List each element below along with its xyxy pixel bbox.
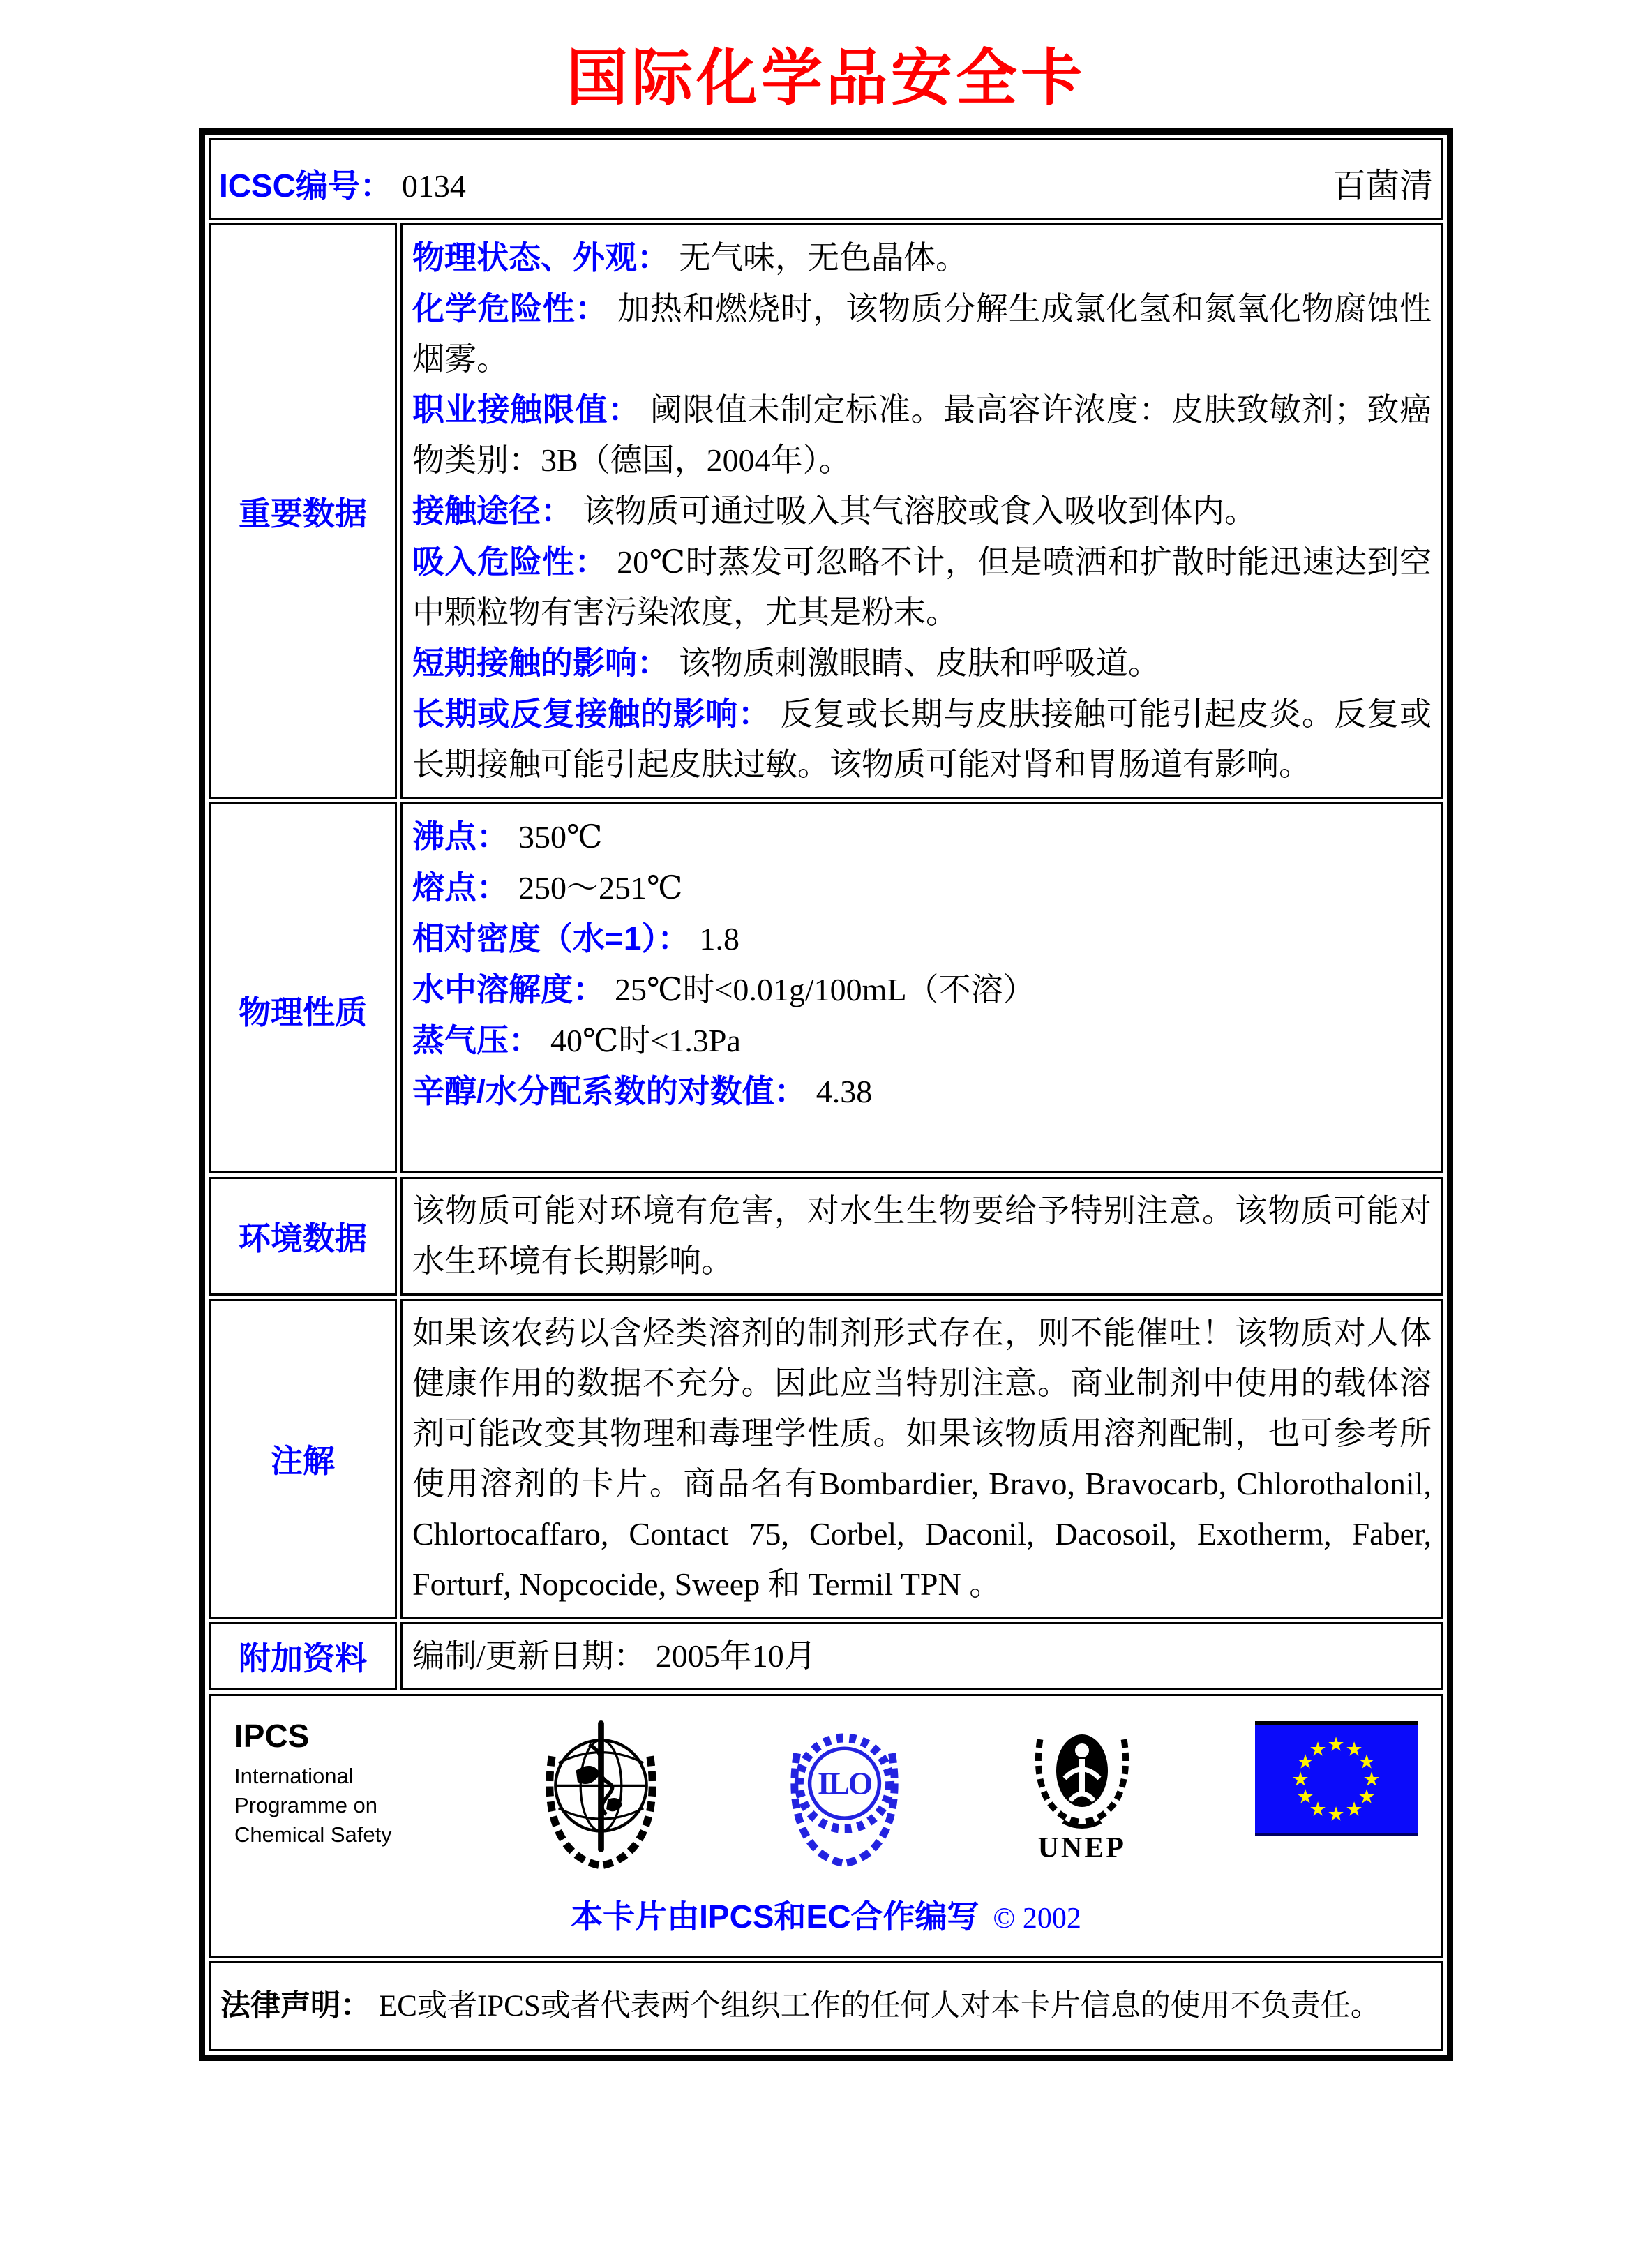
additional-info-row <box>209 1622 1443 1690</box>
additional-info-content <box>400 1622 1443 1690</box>
field-occupational-exposure-limit: 职业接触限值： 阈限值未制定标准。最高容许浓度：皮肤致敏剂；致癌物类别：3B（德国，2004年）。 <box>412 391 1432 478</box>
section-label-additional-info: 附加资料 <box>209 1622 397 1690</box>
physical-properties-content <box>400 802 1443 1173</box>
field-exposure-routes: 接触途径： 该物质可通过吸入其气溶胶或食入吸收到体内。 <box>412 493 1256 529</box>
icsc-page <box>0 29 1652 2061</box>
unep-logo-icon <box>1023 1711 1141 1865</box>
eu-flag-icon <box>1255 1721 1418 1836</box>
svg-text:★: ★ <box>1296 1750 1314 1773</box>
credit-line <box>234 1891 1418 1937</box>
field-update-date: 编制/更新日期： 2005年10月 <box>412 1638 816 1674</box>
legal-label: 法律声明： <box>220 1989 370 2023</box>
field-relative-density: 相对密度（水=1）： 1.8 <box>412 920 739 957</box>
ilo-logo-text: ILO <box>817 1765 871 1801</box>
svg-text:★: ★ <box>1327 1732 1345 1756</box>
environmental-data-content: 该物质可能对环境有危害，对水生生物要给予特别注意。该物质可能对水生环境有长期影响。 <box>400 1177 1443 1296</box>
svg-text:★: ★ <box>1291 1767 1309 1791</box>
field-boiling-point: 沸点： 350℃ <box>412 818 603 855</box>
unep-logo-text: UNEP <box>1037 1832 1126 1864</box>
ipcs-acronym: IPCS <box>234 1718 310 1754</box>
svg-text:★: ★ <box>1358 1785 1376 1808</box>
important-data-content <box>400 223 1443 799</box>
icsc-number-label: ICSC编号： <box>219 167 392 204</box>
credit-text: 本卡片由IPCS和EC合作编写 <box>571 1898 979 1935</box>
important-data-row <box>209 223 1443 799</box>
section-label-physical-properties: 物理性质 <box>209 802 397 1173</box>
field-physical-state: 物理状态、外观： 无气味，无色晶体。 <box>412 239 968 276</box>
section-label-environmental-data: 环境数据 <box>209 1177 397 1296</box>
svg-text:★: ★ <box>1309 1797 1327 1821</box>
field-octanol-water-partition: 辛醇/水分配系数的对数值： 4.38 <box>412 1073 873 1109</box>
field-short-term-effects: 短期接触的影响： 该物质刺激眼睛、皮肤和呼吸道。 <box>412 645 1160 681</box>
svg-text:★: ★ <box>1296 1785 1314 1808</box>
credit-year: © 2002 <box>993 1903 1081 1935</box>
svg-text:★: ★ <box>1345 1737 1363 1761</box>
svg-text:★: ★ <box>1327 1802 1345 1826</box>
ilo-logo-icon <box>780 1711 909 1870</box>
legal-row <box>209 1961 1443 2051</box>
field-inhalation-risk: 吸入危险性： 20℃时蒸发可忽略不计，但是喷洒和扩散时能迅速达到空中颗粒物有害污染浓度，尤其是粉末。 <box>412 543 1432 630</box>
section-label-notes: 注解 <box>209 1299 397 1619</box>
legal-text: EC或者IPCS或者代表两个组织工作的任何人对本卡片信息的使用不负责任。 <box>379 1990 1381 2023</box>
who-logo-icon <box>536 1711 666 1870</box>
svg-text:★: ★ <box>1358 1750 1376 1773</box>
svg-text:★: ★ <box>1309 1737 1327 1761</box>
physical-properties-row <box>209 802 1443 1173</box>
field-chemical-danger: 化学危险性： 加热和燃烧时，该物质分解生成氯化氢和氮氧化物腐蚀性烟雾。 <box>412 290 1432 377</box>
environmental-data-row <box>209 1177 1443 1296</box>
icsc-number-value: 0134 <box>401 168 466 204</box>
field-melting-point: 熔点： 250～251℃ <box>412 869 683 906</box>
logos-row <box>209 1694 1443 1958</box>
notes-row <box>209 1299 1443 1619</box>
svg-text:★: ★ <box>1362 1767 1381 1791</box>
notes-content: 如果该农药以含烃类溶剂的制剂形式存在，则不能催吐！该物质对人体健康作用的数据不充分。因此应当特别注意。商业制剂中使用的载体溶剂可能改变其物理和毒理学性质。如果该物质用溶剂配制，也可参考所使用溶剂的卡片。商品名有Bombardier, Bravo, Bravocarb, Chlorothalonil, Chlortocaffaro, Contact 75, Corbel, Daconil, Dacosoil, Exotherm, Faber, Forturf, Nopcocide, Sweep 和 Termil TPN 。 <box>400 1299 1443 1619</box>
field-long-term-effects: 长期或反复接触的影响： 反复或长期与皮肤接触可能引起皮炎。反复或长期接触可能引起皮肤过敏。该物质可能对肾和胃肠道有影响。 <box>412 696 1432 782</box>
field-vapor-pressure: 蒸气压： 40℃时<1.3Pa <box>412 1022 741 1058</box>
chemical-name: 百菌清 <box>1332 167 1433 204</box>
field-water-solubility: 水中溶解度： 25℃时<0.01g/100mL（不溶） <box>412 971 1035 1007</box>
svg-text:★: ★ <box>1345 1797 1363 1821</box>
icsc-number-group <box>219 160 466 207</box>
section-label-important-data: 重要数据 <box>209 223 397 799</box>
page-title: 国际化学品安全卡 <box>566 45 1086 113</box>
ipcs-block: IPCS International Programme on Chemical Safety <box>234 1711 423 1850</box>
icsc-card-table <box>199 128 1453 2061</box>
header-row <box>209 138 1443 220</box>
